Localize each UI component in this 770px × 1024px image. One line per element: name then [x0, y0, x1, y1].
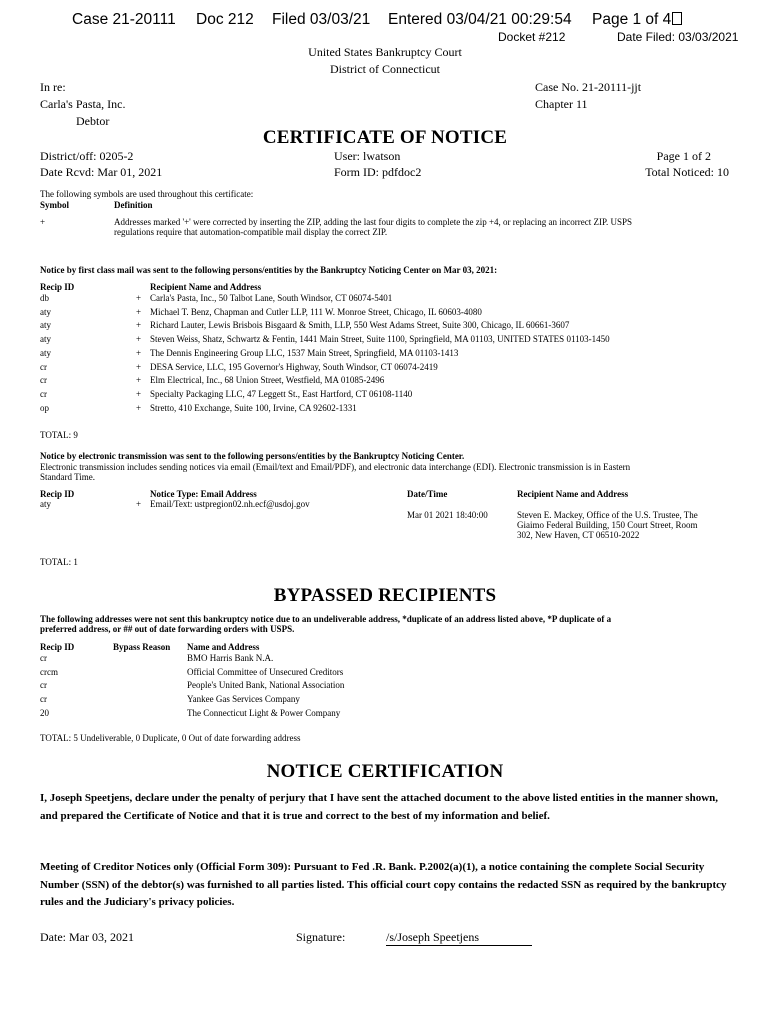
stamp-page	[592, 11, 682, 29]
district-off: District/off: 0205-2	[40, 149, 134, 163]
bypassed-col-reason: Bypass Reason	[113, 642, 171, 652]
electronic-col-id: Recip ID	[40, 489, 75, 499]
bypassed-note-line2: preferred address, or ## out of date forwarding orders with USPS.	[40, 624, 295, 634]
first-class-row-mark: +	[136, 402, 142, 413]
symbol-plus: +	[40, 217, 46, 227]
electronic-row-recipient-line1: Steven E. Mackey, Office of the U.S. Trustee, The	[517, 510, 698, 520]
bypassed-row-name: People's United Bank, National Association	[187, 680, 345, 691]
bypassed-row-id: cr	[40, 653, 47, 663]
bypassed-total: TOTAL: 5 Undeliverable, 0 Duplicate, 0 Out of date forwarding address	[40, 733, 301, 743]
first-class-row-address: Richard Lauter, Lewis Brisbois Bisgaard & Smith, LLP, 550 West Adams Street, Suite 300, Chicago, IL 60661-3607	[150, 320, 570, 331]
court-name: United States Bankruptcy Court	[308, 45, 462, 59]
electronic-total: TOTAL: 1	[40, 557, 78, 567]
electronic-heading: Notice by electronic transmission was sent to the following persons/entities by the Bankruptcy Noticing Center.	[40, 451, 465, 461]
electronic-col-type: Notice Type: Email Address	[150, 489, 257, 499]
first-class-row-id: aty	[40, 306, 51, 317]
electronic-row-date: Mar 01 2021 18:40:00	[407, 510, 488, 520]
electronic-desc-line2: Standard Time.	[40, 472, 96, 482]
first-class-row-id: db	[40, 293, 49, 303]
first-class-col-id: Recip ID	[40, 282, 75, 292]
symbols-intro: The following symbols are used throughout this certificate:	[40, 189, 254, 199]
chapter: Chapter 11	[535, 97, 588, 111]
first-class-row-id: op	[40, 402, 49, 413]
electronic-row-id: aty	[40, 499, 51, 509]
first-class-row-address: Carla's Pasta, Inc., 50 Talbot Lane, South Windsor, CT 06074-5401	[150, 293, 393, 303]
stamp-doc: Doc 212	[196, 11, 254, 28]
first-class-row-mark: +	[136, 361, 142, 372]
bypassed-row-name: Yankee Gas Services Company	[187, 694, 300, 705]
bypassed-row-id: 20	[40, 707, 49, 718]
certification-title: NOTICE CERTIFICATION	[266, 761, 504, 782]
electronic-row-email: Email/Text: ustpregion02.nh.ecf@usdoj.gov	[150, 499, 310, 509]
stamp-date-filed: Date Filed: 03/03/2021	[617, 30, 739, 44]
electronic-row-recipient-line2: Giaimo Federal Building, 150 Court Street, Room	[517, 520, 698, 530]
case-number: Case No. 21-20111-jjt	[535, 80, 642, 94]
total-noticed: Total Noticed: 10	[645, 165, 729, 179]
bypassed-note-line1: The following addresses were not sent this bankruptcy notice due to an undeliverable address, *duplicate of an address listed above, *P duplicate of a	[40, 614, 612, 624]
first-class-row-mark: +	[136, 320, 142, 331]
electronic-row-recipient-line3: 302, New Haven, CT 06510-2022	[517, 530, 640, 540]
caption-in-re: In re:	[40, 80, 66, 94]
caption-debtor-name: Carla's Pasta, Inc.	[40, 97, 126, 111]
page-of: Page 1 of 2	[656, 149, 711, 163]
first-class-row-address: Steven Weiss, Shatz, Schwartz & Fentin, 1441 Main Street, Suite 1100, Springfield, MA 01103, UNITED STATES 01103-1450	[150, 334, 610, 345]
signature-value: /s/Joseph Speetjens	[386, 930, 532, 946]
symbol-definition-line1: Addresses marked '+' were corrected by inserting the ZIP, adding the last four digits to complete the zip +4, or replacing an incorrect ZIP. USPS	[114, 217, 633, 227]
bypassed-row-name: The Connecticut Light & Power Company	[187, 707, 341, 718]
first-class-row-address: Elm Electrical, Inc., 68 Union Street, Westfield, MA 01085-2496	[150, 375, 385, 386]
bypassed-col-id: Recip ID	[40, 642, 75, 652]
first-class-row-address: The Dennis Engineering Group LLC, 1537 Main Street, Springfield, MA 01103-1413	[150, 347, 459, 358]
first-class-row-address: Specialty Packaging LLC, 47 Leggett St., East Hartford, CT 06108-1140	[150, 388, 413, 399]
first-class-row-mark: +	[136, 388, 142, 399]
first-class-row-mark: +	[136, 334, 142, 345]
first-class-row-address: Stretto, 410 Exchange, Suite 100, Irvine, CA 92602-1331	[150, 402, 357, 413]
electronic-col-recipient: Recipient Name and Address	[517, 489, 629, 499]
electronic-row-mark: +	[136, 499, 142, 509]
first-class-row-id: cr	[40, 361, 47, 372]
first-class-heading: Notice by first class mail was sent to the following persons/entities by the Bankruptcy Noticing Center on Mar 03, 2021:	[40, 265, 498, 275]
bypassed-row-id: cr	[40, 694, 47, 705]
bypassed-row-name: BMO Harris Bank N.A.	[187, 653, 274, 663]
form-id: Form ID: pdfdoc2	[334, 165, 422, 179]
stamp-filed: Filed 03/03/21	[272, 11, 371, 28]
stamp-page-text: Page 1 of 4	[592, 11, 672, 28]
first-class-row-mark: +	[136, 306, 142, 317]
stamp-entered: Entered 03/04/21 00:29:54	[388, 11, 572, 28]
stamp-docket: Docket #212	[498, 30, 566, 44]
caption-debtor-label: Debtor	[76, 114, 110, 128]
certification-para1: I, Joseph Speetjens, declare under the penalty of perjury that I have sent the attached document to the above listed entities in the manner shown, and prepared the Certificate of Notice and that it is true and correct to the best of my information and belief.	[40, 792, 719, 822]
bypassed-row-id: crcm	[40, 666, 58, 677]
first-class-row-mark: +	[136, 375, 142, 386]
first-class-row-mark: +	[136, 347, 142, 358]
bypassed-col-name: Name and Address	[187, 642, 260, 652]
page-title: CERTIFICATE OF NOTICE	[262, 127, 508, 148]
stamp-case: Case 21-20111	[72, 11, 176, 28]
first-class-row-id: cr	[40, 388, 47, 399]
certification-date: Date: Mar 03, 2021	[40, 930, 134, 944]
certification-para2: Meeting of Creditor Notices only (Official Form 309): Pursuant to Fed .R. Bank. P.2002(a)(1), a notice containing the complete Social Security Number (SSN) of the debtor(s) was furnished to all parties listed. This official court copy contains the redacted SSN as required by the bankruptcy rules and the Judiciary's privacy policies.	[40, 861, 727, 908]
symbols-col-definition: Definition	[114, 200, 153, 210]
bypassed-row-id: cr	[40, 680, 47, 691]
electronic-col-date: Date/Time	[407, 489, 448, 499]
user: User: lwatson	[334, 149, 401, 163]
first-class-row-id: aty	[40, 347, 51, 358]
date-rcvd: Date Rcvd: Mar 01, 2021	[40, 165, 163, 179]
symbols-col-symbol: Symbol	[40, 200, 70, 210]
first-class-total: TOTAL: 9	[40, 430, 78, 440]
first-class-row-id: aty	[40, 334, 51, 345]
bypassed-row-name: Official Committee of Unsecured Creditors	[187, 666, 344, 677]
signature-label: Signature:	[296, 930, 346, 944]
first-class-row-mark: +	[136, 293, 142, 303]
court-district: District of Connecticut	[330, 62, 440, 76]
symbol-definition-line2: regulations require that automation-compatible mail display the correct ZIP.	[114, 227, 388, 237]
first-class-row-id: aty	[40, 320, 51, 331]
first-class-row-id: cr	[40, 375, 47, 386]
first-class-col-name: Recipient Name and Address	[150, 282, 262, 292]
missing-glyph-box	[672, 12, 682, 25]
first-class-row-address: DESA Service, LLC, 195 Governor's Highway, South Windsor, CT 06074-2419	[150, 361, 438, 372]
electronic-desc-line1: Electronic transmission includes sending notices via email (Email/text and Email/PDF), and electronic data interchange (EDI). Electronic transmission is in Eastern	[40, 462, 631, 472]
first-class-row-address: Michael T. Benz, Chapman and Cutler LLP, 111 W. Monroe Street, Chicago, IL 60603-4080	[150, 306, 482, 317]
bypassed-title: BYPASSED RECIPIENTS	[273, 585, 497, 606]
